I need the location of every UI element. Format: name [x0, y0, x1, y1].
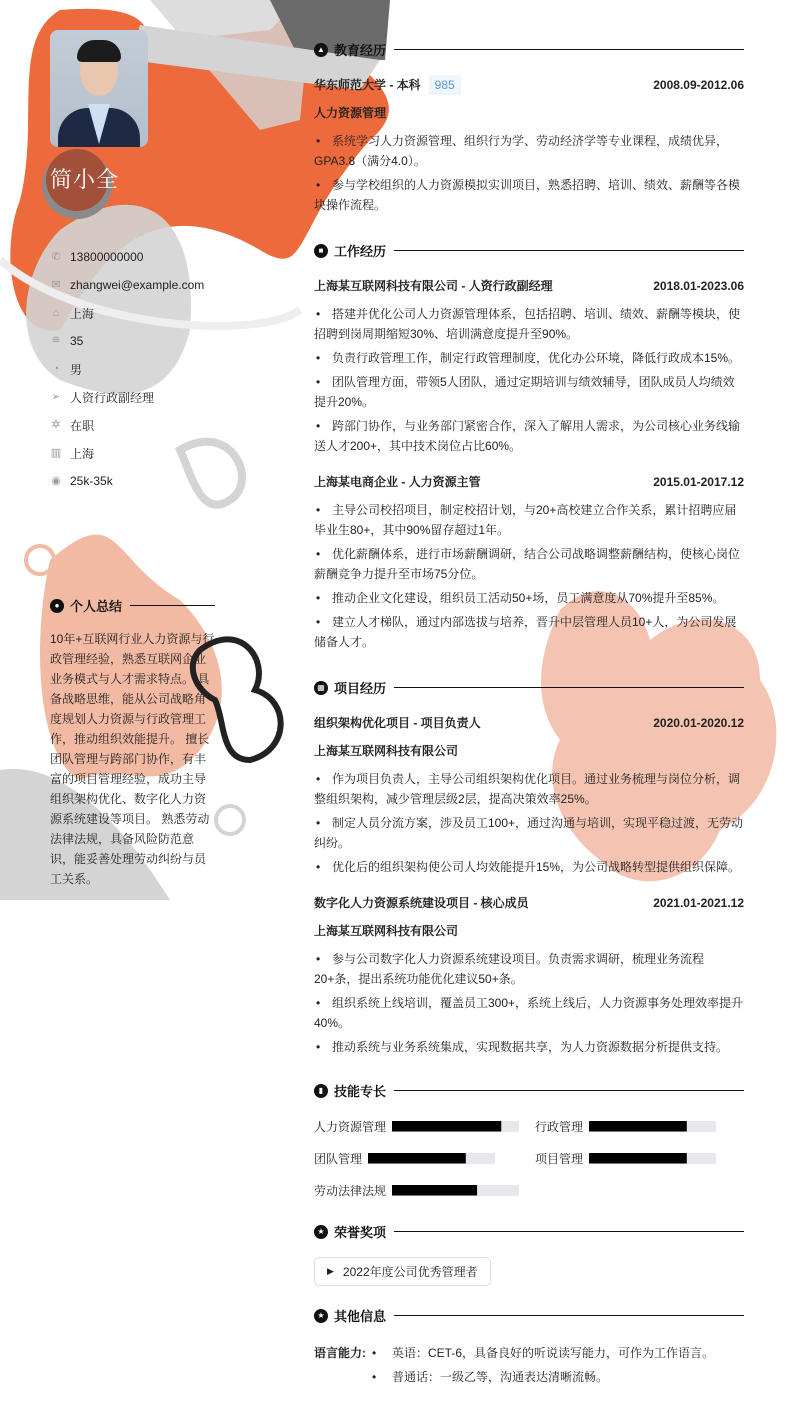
bullet-dot: • [316, 816, 321, 830]
skill-bar-fill [392, 1185, 477, 1196]
contact-text: 35 [70, 334, 84, 348]
contact-row [50, 411, 215, 439]
bullet-dot: • [316, 547, 321, 561]
language-label: 语言能力: [314, 1346, 366, 1360]
job-date: 2015.01-2017.12 [653, 475, 744, 489]
building-icon: ▥ [50, 447, 62, 459]
contact-text: 上海 [70, 306, 95, 321]
bullet-dot: • [316, 375, 321, 389]
project-company: 上海某互联网科技有限公司 [314, 744, 459, 758]
name-badge [42, 149, 122, 221]
briefcase-icon: ■ [314, 244, 328, 258]
bullet-item: • 制定人员分流方案，涉及员工100+，通过沟通与培训，实现平稳过渡，无劳动纠纷。 [314, 813, 744, 853]
contact-text: 25k-35k [70, 474, 113, 488]
language-item: • 英语：CET-6，具备良好的听说读写能力，可作为工作语言。 [372, 1346, 715, 1360]
contact-row [50, 299, 215, 327]
skill-bar-fill [392, 1121, 501, 1132]
status-icon: ✲ [51, 419, 61, 431]
phone-icon: ✆ [51, 251, 61, 263]
job-title: 上海某电商企业 - 人力资源主管 [314, 475, 481, 489]
skill-name: 劳动法律法规 [314, 1183, 387, 1198]
candidate-name: 简小全 [50, 167, 120, 192]
contact-text: 在职 [70, 418, 95, 433]
skill-name: 团队管理 [314, 1151, 363, 1166]
graduation-cap-icon: ▲ [314, 43, 328, 57]
skill-bar [368, 1153, 495, 1164]
section-title: 个人总结 [70, 599, 123, 614]
job-entry [314, 472, 744, 652]
contact-row [50, 355, 215, 383]
bullet-item: • 团队管理方面，带领5人团队，通过定期培训与绩效辅导，团队成员人均绩效提升20%。 [314, 372, 744, 412]
skill-item [535, 1116, 744, 1136]
gender-icon: ◔ [52, 363, 60, 375]
contact-text: 13800000000 [70, 250, 144, 264]
contact-row [50, 243, 215, 271]
bullet-dot: • [316, 351, 321, 365]
contact-row [50, 327, 215, 355]
divider [394, 687, 744, 688]
skill-bar [392, 1185, 519, 1196]
language-item: • 普通话：一级乙等，沟通表达清晰流畅。 [372, 1370, 609, 1384]
bullet-item: • 搭建并优化公司人力资源管理体系，包括招聘、培训、绩效、薪酬等模块，使招聘到岗周期缩短30%、培训满意度提升至90%。 [314, 304, 744, 344]
skill-name: 人力资源管理 [314, 1119, 387, 1134]
bullet-dot: • [316, 996, 321, 1010]
divider [130, 605, 215, 606]
skill-bar-fill [589, 1153, 687, 1164]
section-title: 教育经历 [334, 43, 387, 58]
bullet-item: • 负责行政管理工作，制定行政管理制度，优化办公环境，降低行政成本15%。 [314, 348, 744, 368]
skill-item [535, 1148, 744, 1168]
divider [394, 1090, 744, 1091]
bullet-item: • 作为项目负责人，主导公司组织架构优化项目。通过业务梳理与岗位分析，调整组织架构，减少管理层级2层，提高决策效率25%。 [314, 769, 744, 809]
section-title: 工作经历 [334, 244, 387, 259]
work-section [314, 241, 744, 652]
skill-name: 行政管理 [535, 1119, 584, 1134]
skill-bar-fill [589, 1121, 687, 1132]
skill-name: 项目管理 [535, 1151, 584, 1166]
project-title: 组织架构优化项目 - 项目负责人 [314, 716, 481, 730]
major: 人力资源管理 [314, 106, 387, 120]
summary-section [50, 596, 215, 889]
bullet-item: • 主导公司校招项目，制定校招计划，与20+高校建立合作关系，累计招聘应届毕业生80+，其中90%留存超过1年。 [314, 500, 744, 540]
bullet-item: • 跨部门协作，与业务部门紧密合作，深入了解用人需求，为公司核心业务线输送人才200+，其中技术岗位占比60%。 [314, 416, 744, 456]
divider [394, 1315, 744, 1316]
award-icon: ★ [314, 1309, 328, 1323]
projects-section [314, 678, 744, 1057]
salary-icon: ◉ [51, 475, 61, 487]
project-entry [314, 713, 744, 877]
bullet-dot: • [316, 178, 321, 192]
bullet-item: • 系统学习人力资源管理、组织行为学、劳动经济学等专业课程，成绩优异，GPA3.8（满分4.0）。 [314, 131, 744, 171]
contact-row [50, 383, 215, 411]
send-icon: ➢ [51, 391, 61, 403]
bullet-dot: • [316, 860, 321, 874]
divider [394, 1231, 744, 1232]
bullet-item: • 参与公司数字化人力资源系统建设项目。负责需求调研，梳理业务流程20+条，提出系统功能优化建议50+条。 [314, 949, 744, 989]
triangle-icon: ▶ [327, 1266, 334, 1276]
education-section [314, 40, 744, 215]
bullet-item: • 组织系统上线培训，覆盖员工300+，系统上线后，人力资源事务处理效率提升40%。 [314, 993, 744, 1033]
skills-section [314, 1081, 744, 1200]
bullet-dot: • [316, 772, 321, 786]
skill-bar-fill [368, 1153, 466, 1164]
profile-column [50, 30, 215, 495]
skill-bar [589, 1153, 716, 1164]
divider [394, 250, 744, 251]
bullet-item: • 优化后的组织架构使公司人均效能提升15%，为公司战略转型提供组织保障。 [314, 857, 744, 877]
section-title: 技能专长 [334, 1084, 387, 1099]
award-text: 2022年度公司优秀管理者 [342, 1265, 478, 1279]
school-tag: 985 [429, 75, 461, 95]
skill-item [314, 1180, 535, 1200]
summary-text: 10年+互联网行业人力资源与行政管理经验，熟悉互联网企业业务模式与人才需求特点。 具备战略思维，能从公司战略角度规划人力资源与行政管理工作，推动组织效能提升。 擅长团队管理与跨部门协作，有丰富的项目管理经验，成功主导组织架构优化、数字化人力资源系统建设等项目。 熟悉劳动法律法规，具备风险防范意识，能妥善处理劳动纠纷与员工关系。 [50, 632, 215, 886]
project-date: 2021.01-2021.12 [653, 896, 744, 910]
skill-bar [392, 1121, 519, 1132]
profile-photo [50, 30, 148, 147]
age-icon: ≘ [51, 335, 61, 347]
project-entry [314, 893, 744, 1057]
project-title: 数字化人力资源系统建设项目 - 核心成员 [314, 896, 529, 910]
award-item [314, 1257, 491, 1286]
bullet-dot: • [316, 134, 321, 148]
bullet-dot: • [316, 503, 321, 517]
bullet-dot: • [316, 1040, 321, 1054]
project-date: 2020.01-2020.12 [653, 716, 744, 730]
honors-section [314, 1222, 744, 1286]
bullet-dot: • [316, 615, 321, 629]
bullet-dot: • [316, 952, 321, 966]
section-title: 其他信息 [334, 1309, 387, 1324]
bullet-item: • 参与学校组织的人力资源模拟实训项目，熟悉招聘、培训、绩效、薪酬等各模块操作流程。 [314, 175, 744, 215]
home-icon: ⌂ [52, 307, 60, 319]
contact-text: 人资行政副经理 [70, 390, 155, 405]
main-column [314, 40, 744, 1415]
user-icon: ● [50, 599, 64, 613]
bullet-item: • 推动系统与业务系统集成，实现数据共享，为人力资源数据分析提供支持。 [314, 1037, 744, 1057]
bar-chart-icon: ▮ [314, 1084, 328, 1098]
project-company: 上海某互联网科技有限公司 [314, 924, 459, 938]
bullet-dot: • [316, 307, 321, 321]
contact-text: 上海 [70, 446, 95, 461]
bullet-dot: • [316, 591, 321, 605]
job-date: 2018.01-2023.06 [653, 279, 744, 293]
skill-bar [589, 1121, 716, 1132]
bullet-dot: • [316, 419, 321, 433]
other-section [314, 1306, 744, 1389]
job-title: 上海某互联网科技有限公司 - 人资行政副经理 [314, 279, 553, 293]
contact-row [50, 439, 215, 467]
contact-text: 男 [70, 362, 83, 377]
skill-item [314, 1116, 535, 1136]
grid-icon: ▦ [314, 681, 328, 695]
award-icon: ★ [314, 1225, 328, 1239]
education-date: 2008.09-2012.06 [653, 78, 744, 92]
skill-item [314, 1148, 535, 1168]
section-title: 项目经历 [334, 681, 387, 696]
job-entry [314, 276, 744, 456]
bullet-item: • 建立人才梯队，通过内部选拔与培养，晋升中层管理人员10+人，为公司发展储备人才。 [314, 612, 744, 652]
mail-icon: ✉ [51, 279, 61, 291]
contact-text: zhangwei@example.com [70, 278, 205, 292]
bullet-item: • 优化薪酬体系，进行市场薪酬调研，结合公司战略调整薪酬结构，使核心岗位薪酬竞争力提升至市场75分位。 [314, 544, 744, 584]
section-title: 荣誉奖项 [334, 1225, 387, 1240]
school-name: 华东师范大学 - 本科 [314, 78, 421, 92]
contact-row [50, 271, 215, 299]
bullet-item: • 推动企业文化建设，组织员工活动50+场，员工满意度从70%提升至85%。 [314, 588, 744, 608]
contact-list [50, 243, 215, 495]
contact-row [50, 467, 215, 495]
education-bullets [314, 131, 744, 215]
divider [394, 49, 744, 50]
